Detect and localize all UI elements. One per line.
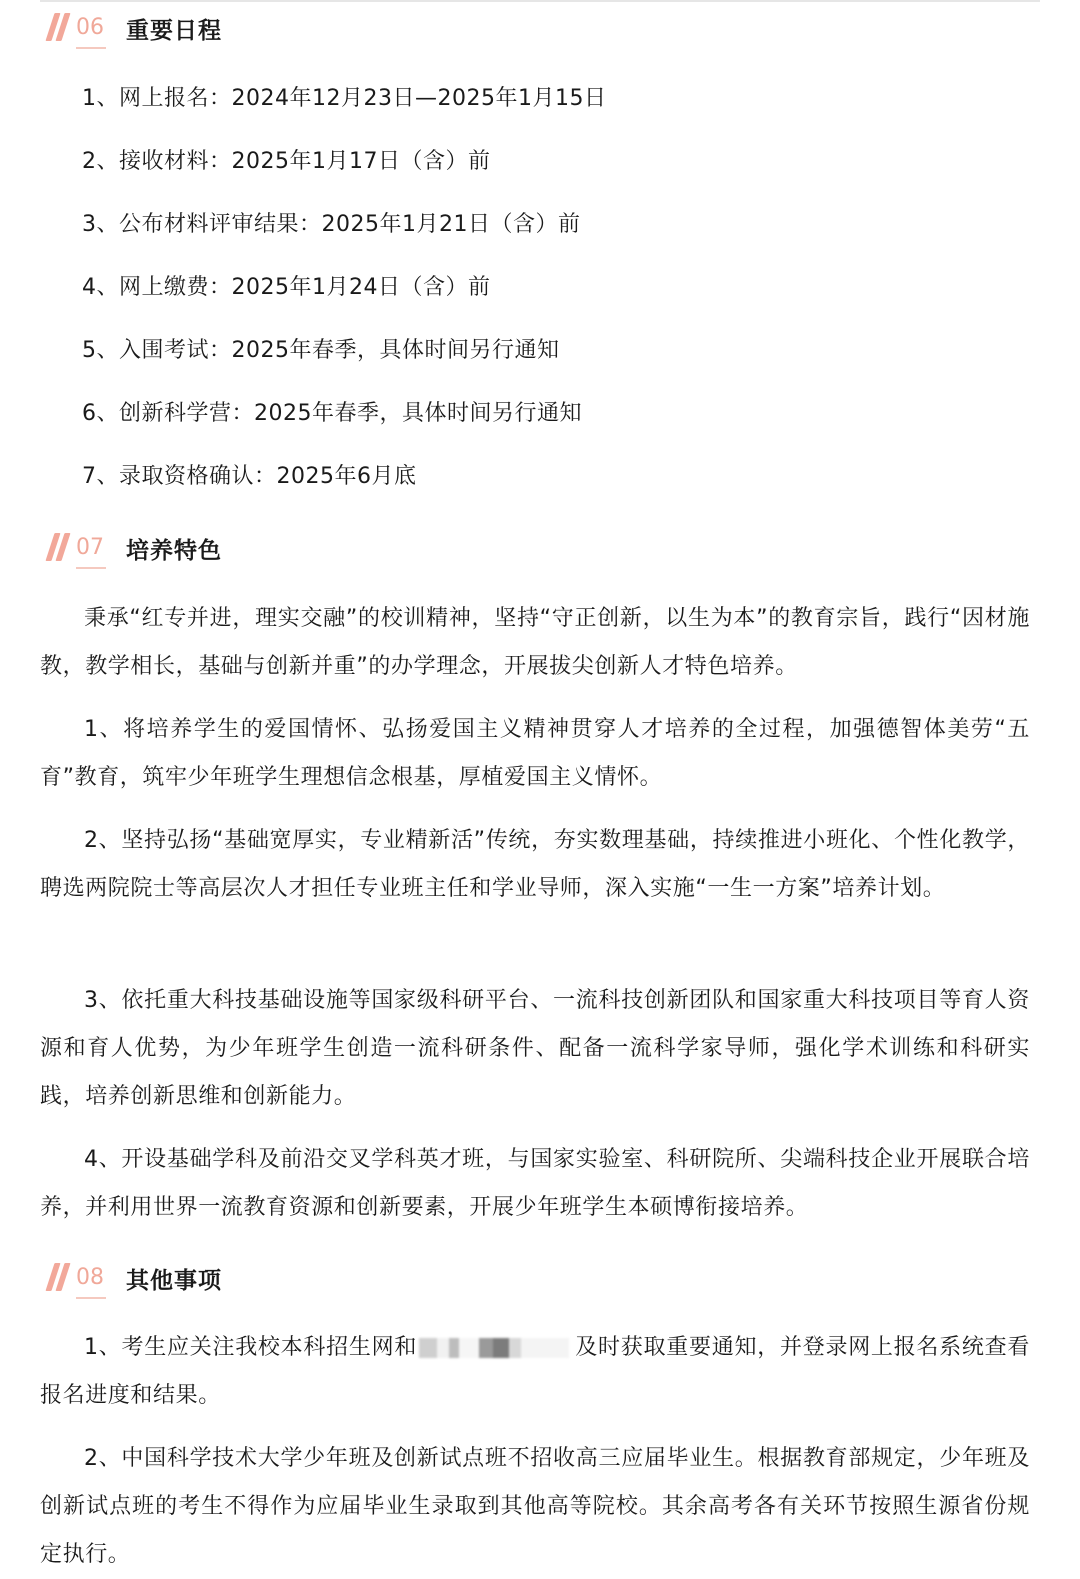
section-title: 重要日程 (126, 17, 222, 44)
other-item-1-after: 及时获取重要通知，并登录网上报名系统查看报名进度和结果。 (40, 1335, 1030, 1408)
double-slash-icon (44, 11, 72, 45)
section-title: 其他事项 (126, 1267, 222, 1294)
section-header-06 (44, 8, 222, 48)
top-divider (40, 0, 1040, 2)
redacted-url (419, 1338, 569, 1358)
training-item-3: 3、依托重大科技基础设施等国家级科研平台、一流科技创新团队和国家重大科技项目等育人资源和育人优势，为少年班学生创造一流科研条件、配备一流科学家导师，强化学术训练和科研实践，培养创新思维和创新能力。 (40, 988, 1030, 1109)
schedule-item-4: 4、网上缴费：2025年1月24日（含）前 (82, 275, 491, 300)
other-item-1 (40, 1324, 1030, 1420)
training-intro: 秉承“红专并进，理实交融”的校训精神，坚持“守正创新，以生为本”的教育宗旨，践行“因材施教，教学相长，基础与创新并重”的办学理念，开展拔尖创新人才特色培养。 (40, 606, 1030, 679)
other-item-2: 2、中国科学技术大学少年班及创新试点班不招收高三应届毕业生。根据教育部规定，少年班及创新试点班的考生不得作为应届毕业生录取到其他高等院校。其余高考各有关环节按照生源省份规定执行。 (40, 1446, 1030, 1567)
training-item-1: 1、将培养学生的爱国情怀、弘扬爱国主义精神贯穿人才培养的全过程，加强德智体美劳“五育”教育，筑牢少年班学生理想信念根基，厚植爱国主义情怀。 (40, 717, 1030, 790)
other-item-1-before: 1、考生应关注我校本科招生网和 (84, 1335, 418, 1360)
schedule-item-6: 6、创新科学营：2025年春季，具体时间另行通知 (82, 401, 582, 426)
schedule-item-5: 5、入围考试：2025年春季，具体时间另行通知 (82, 338, 560, 363)
schedule-item-7: 7、录取资格确认：2025年6月底 (82, 464, 417, 489)
schedule-item-3: 3、公布材料评审结果：2025年1月21日（含）前 (82, 212, 581, 237)
double-slash-icon (44, 531, 72, 565)
section-header-08 (44, 1258, 222, 1298)
training-item-2: 2、坚持弘扬“基础宽厚实，专业精新活”传统，夯实数理基础，持续推进小班化、个性化教学，聘选两院院士等高层次人才担任专业班主任和学业导师，深入实施“一生一方案”培养计划。 (40, 828, 1030, 901)
double-slash-icon (44, 1261, 72, 1295)
section-number: 06 (76, 13, 112, 43)
section-header-07 (44, 528, 222, 568)
section-number: 07 (76, 533, 112, 563)
schedule-item-1: 1、网上报名：2024年12月23日—2025年1月15日 (82, 86, 607, 111)
schedule-item-2: 2、接收材料：2025年1月17日（含）前 (82, 149, 491, 174)
section-title: 培养特色 (126, 537, 222, 564)
training-item-4: 4、开设基础学科及前沿交叉学科英才班，与国家实验室、科研院所、尖端科技企业开展联合培养，并利用世界一流教育资源和创新要素，开展少年班学生本硕博衔接培养。 (40, 1147, 1030, 1220)
section-number: 08 (76, 1263, 112, 1293)
